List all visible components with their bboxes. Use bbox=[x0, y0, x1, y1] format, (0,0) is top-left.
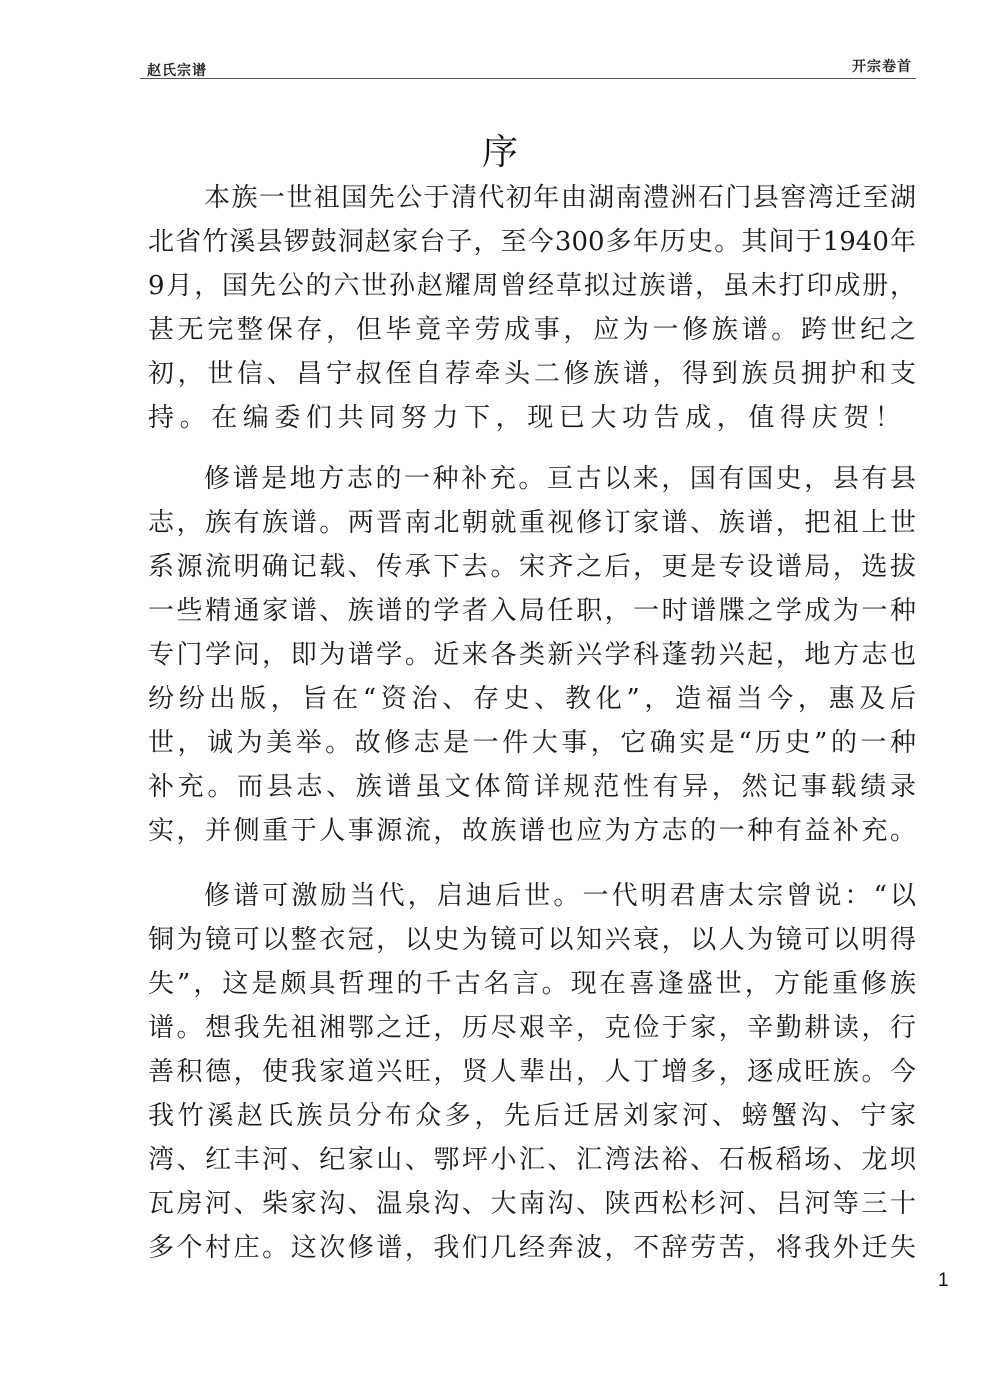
paragraph-2 bbox=[148, 457, 916, 853]
running-header-section: 开宗卷首 bbox=[852, 59, 912, 75]
text-line: 善积德，使我家道兴旺，贤人辈出，人丁增多，逐成旺族。今 bbox=[148, 1057, 916, 1087]
paragraph-1 bbox=[148, 176, 916, 440]
text-line: 我竹溪赵氏族员分布众多，先后迁居刘家河、螃蟹沟、宁家 bbox=[148, 1101, 916, 1131]
text-line: 铜为镜可以整衣冠，以史为镜可以知兴衰，以人为镜可以明得 bbox=[148, 925, 916, 955]
text-line: 专门学问，即为谱学。近来各类新兴学科蓬勃兴起，地方志也 bbox=[148, 640, 916, 670]
page-number: 1 bbox=[938, 1270, 949, 1291]
text-line: 多个村庄。这次修谱，我们几经奔波，不辞劳苦，将我外迁失 bbox=[148, 1233, 916, 1263]
text-line: 系源流明确记载、传承下去。宋齐之后，更是专设谱局，选拔 bbox=[148, 552, 916, 582]
text-line: 甚无完整保存，但毕竟辛劳成事，应为一修族谱。跨世纪之 bbox=[148, 315, 916, 345]
header-rule bbox=[140, 78, 916, 79]
text-line: 持。在编委们共同努力下，现已大功告成，值得庆贺！ bbox=[148, 403, 907, 433]
text-line: 纷纷出版，旨在“资治、存史、教化”，造福当今，惠及后 bbox=[148, 684, 916, 714]
paragraph-spacer bbox=[148, 853, 916, 874]
text-line: 志，族有族谱。两晋南北朝就重视修订家谱、族谱，把祖上世 bbox=[148, 508, 916, 538]
text-line: 湾、红丰河、纪家山、鄂坪小汇、汇湾法裕、石板稻场、龙坝 bbox=[148, 1145, 916, 1175]
text-line: 北省竹溪县锣鼓洞赵家台子，至今300多年历史。其间于1940年 bbox=[148, 227, 916, 257]
text-line: 本族一世祖国先公于清代初年由湖南澧洲石门县窖湾迁至湖 bbox=[204, 183, 916, 213]
text-line: 初，世信、昌宁叔侄自荐牵头二修族谱，得到族员拥护和支 bbox=[148, 359, 916, 389]
text-line: 瓦房河、柴家沟、温泉沟、大南沟、陕西松杉河、吕河等三十 bbox=[148, 1189, 916, 1219]
text-line: 修谱是地方志的一种补充。亘古以来，国有国史，县有县 bbox=[204, 464, 916, 494]
text-line: 世，诚为美举。故修志是一件大事，它确实是“历史”的一种 bbox=[148, 728, 916, 758]
text-line: 一些精通家谱、族谱的学者入局任职，一时谱牒之学成为一种 bbox=[148, 596, 916, 626]
text-line: 失”，这是颇具哲理的千古名言。现在喜逢盛世，方能重修族 bbox=[148, 969, 916, 999]
text-line: 谱。想我先祖湘鄂之迁，历尽艰辛，克俭于家，辛勤耕读，行 bbox=[148, 1013, 916, 1043]
running-header-book-title: 赵氏宗谱 bbox=[147, 63, 207, 79]
text-line: 9月，国先公的六世孙赵耀周曾经草拟过族谱，虽未打印成册， bbox=[148, 271, 916, 301]
paragraph-spacer bbox=[148, 440, 916, 457]
text-line: 补充。而县志、族谱虽文体简详规范性有异，然记事载绩录 bbox=[148, 772, 916, 802]
text-line: 实，并侧重于人事源流，故族谱也应为方志的一种有益补充。 bbox=[148, 816, 916, 846]
text-line: 修谱可激励当代，启迪后世。一代明君唐太宗曾说：“以 bbox=[204, 881, 916, 911]
page-title: 序 bbox=[481, 132, 518, 173]
body-text bbox=[148, 176, 916, 1270]
paragraph-3 bbox=[148, 874, 916, 1270]
